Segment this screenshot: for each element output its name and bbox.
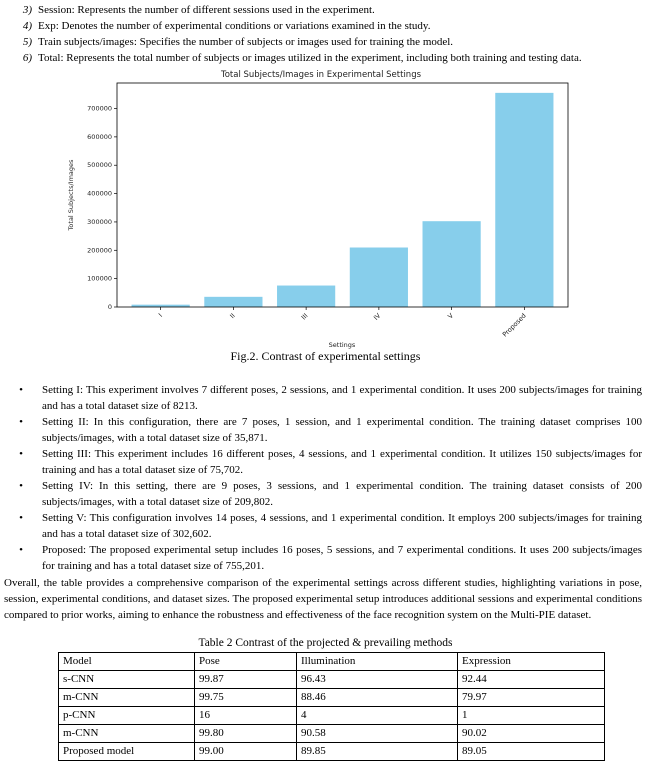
y-tick-label: 300000 xyxy=(87,217,112,226)
list-number: 6) xyxy=(22,52,32,64)
table-cell: s-CNN xyxy=(59,671,195,689)
comparison-table xyxy=(58,652,605,761)
table-cell: 88.46 xyxy=(297,689,458,707)
table-cell: 90.58 xyxy=(297,725,458,743)
bullet-text: Setting III: This experiment includes 16 different poses, 4 sessions, and 1 experimental condition. It utilizes 150 subjects/images for training and has a total dataset size of 75,702. xyxy=(42,448,642,476)
list-number: 5) xyxy=(22,36,32,48)
list-text: Session: Represents the number of different sessions used in the experiment. xyxy=(38,4,375,16)
header-cell: Illumination xyxy=(297,653,458,671)
header-cell: Expression xyxy=(458,653,605,671)
table-cell: Proposed model xyxy=(59,743,195,761)
x-tick-label: V xyxy=(446,311,456,321)
bullet-list xyxy=(0,382,642,574)
x-axis xyxy=(157,307,528,339)
bullet-text: Setting V: This configuration involves 14 poses, 4 sessions, and 1 experimental condition. It employs 200 subjects/images for training and has a total dataset size of 302,602. xyxy=(42,512,642,540)
list-number: 3) xyxy=(22,4,32,16)
table-cell: 4 xyxy=(297,707,458,725)
bullet-item xyxy=(0,382,642,414)
table-row xyxy=(59,671,605,689)
table-cell: m-CNN xyxy=(59,725,195,743)
y-tick-label: 100000 xyxy=(87,274,112,283)
list-text: Train subjects/images: Specifies the number of subjects or images used for training the model. xyxy=(38,36,454,48)
table-cell: 92.44 xyxy=(458,671,605,689)
y-tick-label: 700000 xyxy=(87,104,112,113)
bullet-marker: • xyxy=(19,480,23,492)
figure xyxy=(64,66,594,356)
header-cell: Model xyxy=(59,653,195,671)
y-tick-label: 200000 xyxy=(87,246,112,255)
bar-v xyxy=(423,221,481,307)
table-cell: 99.00 xyxy=(195,743,297,761)
bar-iv xyxy=(350,248,408,307)
table-cell: 89.05 xyxy=(458,743,605,761)
bar-chart xyxy=(64,66,594,356)
table-caption: Table 2 Contrast of the projected & prevailing methods xyxy=(198,637,453,649)
y-axis-label: Total Subjects/Images xyxy=(67,159,75,231)
x-axis-label: Settings xyxy=(328,341,356,349)
table-cell: 79.97 xyxy=(458,689,605,707)
bullet-item xyxy=(0,414,642,446)
bullet-marker: • xyxy=(19,384,23,396)
table-cell: 1 xyxy=(458,707,605,725)
x-tick-label: III xyxy=(299,311,310,322)
bullet-marker: • xyxy=(19,448,23,460)
table-header-row xyxy=(59,653,605,671)
numbered-list xyxy=(0,2,640,66)
bullet-item xyxy=(0,446,642,478)
table-cell: 90.02 xyxy=(458,725,605,743)
table-row xyxy=(59,743,605,761)
bullet-text: Proposed: The proposed experimental setup includes 16 poses, 5 sessions, and 7 experimental conditions. It uses 200 subjects/images for training and has a total dataset size of 755,201. xyxy=(42,544,642,572)
x-tick-label: II xyxy=(228,311,237,321)
table-cell: 16 xyxy=(195,707,297,725)
bullet-text: Setting I: This experiment involves 7 different poses, 2 sessions, and 1 experimental condition. It uses 200 subjects/images for training and has a total dataset size of 8213. xyxy=(42,384,642,412)
bullet-item xyxy=(0,510,642,542)
x-tick-label: IV xyxy=(372,311,383,322)
y-tick-label: 0 xyxy=(107,303,112,311)
x-tick-label: I xyxy=(157,311,165,319)
bullet-item xyxy=(0,542,642,574)
summary-paragraph: Overall, the table provides a comprehensive comparison of the experimental settings across different studies, highlighting variations in pose, session, experimental conditions, and dataset sizes. The proposed experimental setup introduces additional sessions and experimental conditions compared to prior works, aiming to enhance the robustness and effectiveness of the face recognition system on the Multi-PIE dataset. xyxy=(4,577,642,621)
list-text: Exp: Denotes the number of experimental conditions or variations examined in the study. xyxy=(38,20,431,32)
list-item xyxy=(0,34,640,50)
table-row xyxy=(59,707,605,725)
y-tick-label: 600000 xyxy=(87,132,112,141)
table-row xyxy=(59,689,605,707)
list-item xyxy=(0,50,640,66)
table-row xyxy=(59,725,605,743)
list-number: 4) xyxy=(22,20,32,32)
bullet-text: Setting II: In this configuration, there are 7 poses, 1 session, and 1 experimental condition. The training dataset comprises 100 subjects/images, with a total dataset size of 35,871. xyxy=(42,416,642,444)
bullet-marker: • xyxy=(19,544,23,556)
table-cell: 99.87 xyxy=(195,671,297,689)
bullet-item xyxy=(0,478,642,510)
bullet-marker: • xyxy=(19,416,23,428)
table-cell: 89.85 xyxy=(297,743,458,761)
bullet-text: Setting IV: In this setting, there are 9 poses, 3 sessions, and 1 experimental condition. The training dataset consists of 200 subjects/images, with a total dataset size of 209,802. xyxy=(42,480,642,508)
list-item xyxy=(0,18,640,34)
y-axis xyxy=(87,105,117,311)
y-tick-label: 400000 xyxy=(87,189,112,198)
bullet-marker: • xyxy=(19,512,23,524)
header-cell: Pose xyxy=(195,653,297,671)
table-cell: 96.43 xyxy=(297,671,458,689)
list-text: Total: Represents the total number of subjects or images utilized in the experiment, including both training and testing data. xyxy=(38,52,582,64)
y-tick-label: 500000 xyxy=(87,161,112,170)
list-item xyxy=(0,2,640,18)
table-cell: m-CNN xyxy=(59,689,195,707)
table-cell: p-CNN xyxy=(59,707,195,725)
table-cell: 99.75 xyxy=(195,689,297,707)
chart-title: Total Subjects/Images in Experimental Settings xyxy=(220,70,422,80)
table-cell: 99.80 xyxy=(195,725,297,743)
bar-iii xyxy=(277,286,335,307)
x-tick-label: Proposed xyxy=(500,311,528,339)
figure-caption: Fig.2. Contrast of experimental settings xyxy=(230,349,421,363)
bar-proposed xyxy=(495,93,553,307)
bars-group xyxy=(132,93,554,307)
bar-ii xyxy=(204,297,262,307)
